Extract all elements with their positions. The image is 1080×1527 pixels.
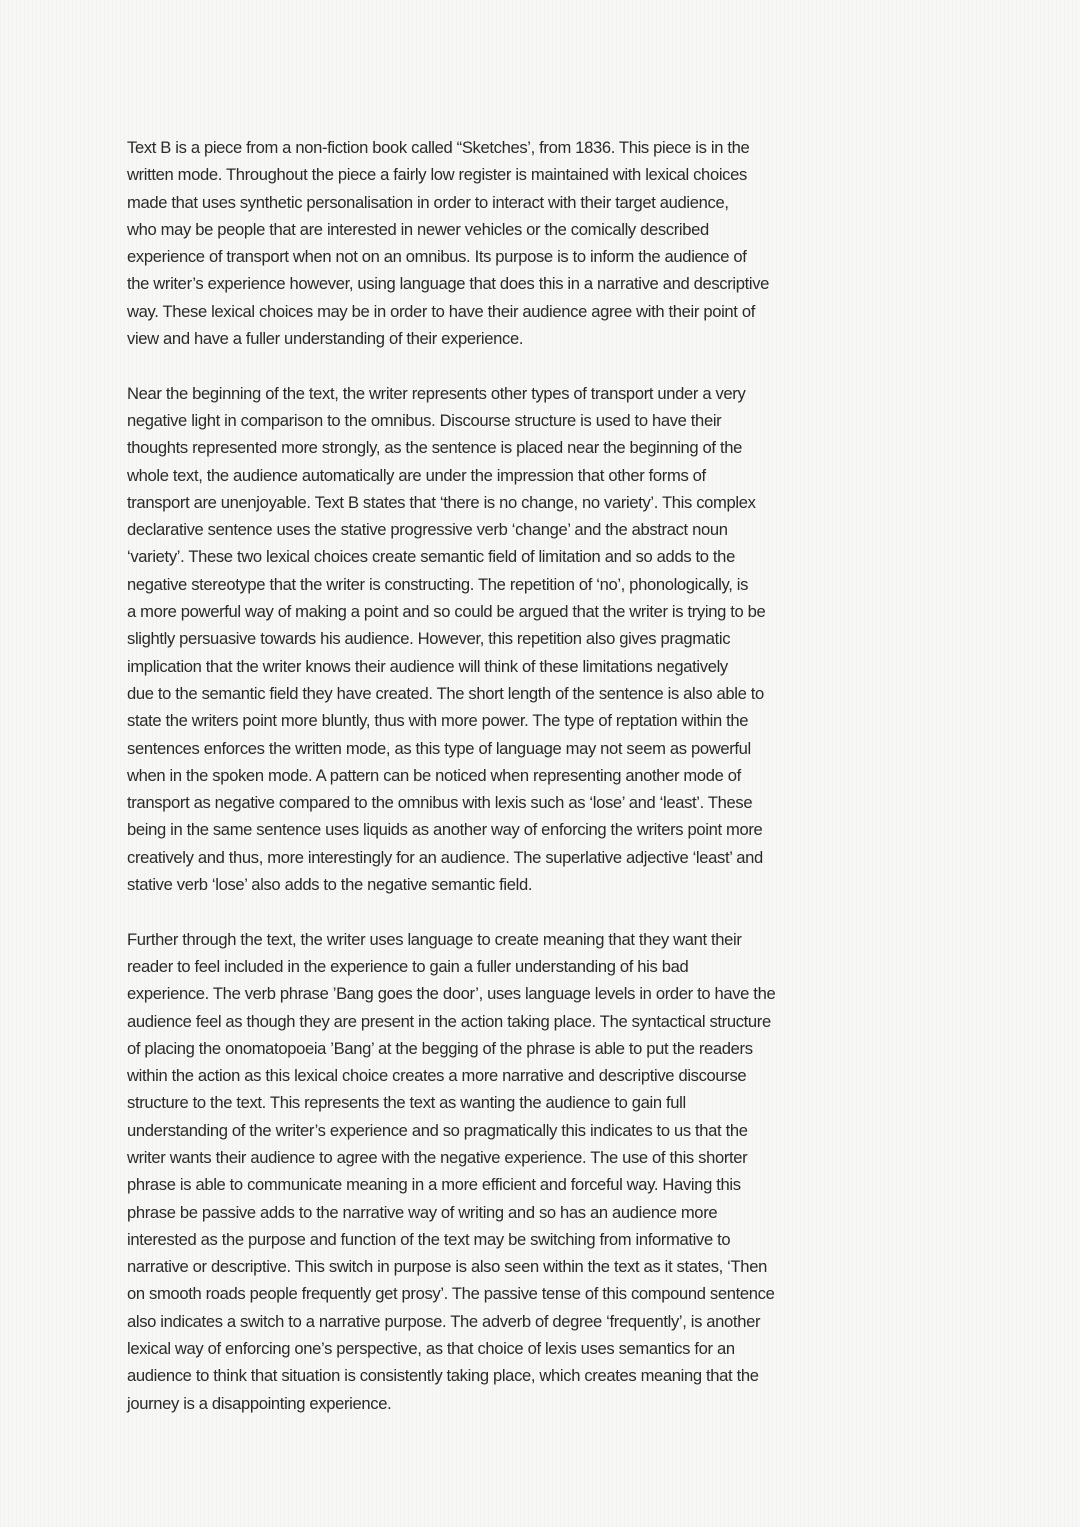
text-line: who may be people that are interested in newer vehicles or the comically described bbox=[127, 219, 709, 239]
text-line: whole text, the audience automatically are under the impression that other forms of bbox=[127, 465, 706, 485]
text-line: lexical way of enforcing one’s perspective, as that choice of lexis uses semantics for an bbox=[127, 1339, 735, 1359]
text-line: of placing the onomatopoeia ’Bang’ at the begging of the phrase is able to put the readers bbox=[127, 1038, 753, 1058]
text-line: written mode. Throughout the piece a fairly low register is maintained with lexical choices bbox=[127, 165, 747, 185]
text-line: a more powerful way of making a point and so could be argued that the writer is trying to be bbox=[127, 602, 766, 622]
text-line: stative verb ‘lose’ also adds to the negative semantic field. bbox=[127, 875, 533, 895]
text-line: reader to feel included in the experience to gain a fuller understanding of his bad bbox=[127, 956, 689, 976]
text-line: Further through the text, the writer uses language to create meaning that they want their bbox=[127, 929, 742, 949]
text-line: sentences enforces the written mode, as this type of language may not seem as powerful bbox=[127, 738, 751, 758]
text-line: state the writers point more bluntly, thus with more power. The type of reptation within the bbox=[127, 711, 749, 731]
text-line: implication that the writer knows their audience will think of these limitations negatively bbox=[127, 656, 728, 676]
text-line: thoughts represented more strongly, as the sentence is placed near the beginning of the bbox=[127, 438, 742, 458]
text-line: way. These lexical choices may be in order to have their audience agree with their point of bbox=[127, 301, 755, 321]
text-line: Text B is a piece from a non-fiction book called “Sketches’, from 1836. This piece is in the bbox=[127, 138, 750, 157]
text-line: understanding of the writer’s experience and so pragmatically this indicates to us that the bbox=[127, 1120, 748, 1140]
text-line: phrase be passive adds to the narrative way of writing and so has an audience more bbox=[127, 1202, 718, 1222]
text-line: when in the spoken mode. A pattern can be noticed when representing another mode of bbox=[127, 765, 741, 785]
text-line: writer wants their audience to agree with the negative experience. The use of this shorter bbox=[127, 1147, 748, 1167]
text-line: transport as negative compared to the omnibus with lexis such as ‘lose’ and ‘least’. These bbox=[127, 793, 753, 813]
text-line: journey is a disappointing experience. bbox=[127, 1393, 392, 1413]
paragraph-intro bbox=[127, 134, 957, 352]
text-line: negative stereotype that the writer is constructing. The repetition of ‘no’, phonologically, is bbox=[127, 574, 749, 594]
text-line: the writer’s experience however, using language that does this in a narrative and descriptive bbox=[127, 274, 770, 294]
text-line: experience of transport when not on an omnibus. Its purpose is to inform the audience of bbox=[127, 247, 747, 267]
text-line: phrase is able to communicate meaning in a more efficient and forceful way. Having this bbox=[127, 1175, 741, 1195]
text-line: interested as the purpose and function of the text may be switching from informative to bbox=[127, 1229, 731, 1249]
text-line: declarative sentence uses the stative progressive verb ‘change’ and the abstract noun bbox=[127, 520, 728, 540]
text-line: Near the beginning of the text, the writer represents other types of transport under a very bbox=[127, 383, 746, 403]
text-line: ‘variety’. These two lexical choices create semantic field of limitation and so adds to the bbox=[127, 547, 735, 567]
essay-body bbox=[127, 134, 957, 1444]
text-line: on smooth roads people frequently get prosy’. The passive tense of this compound sentence bbox=[127, 1284, 775, 1304]
text-line: audience to think that situation is consistently taking place, which creates meaning that the bbox=[127, 1366, 759, 1386]
text-line: audience feel as though they are present in the action taking place. The syntactical structure bbox=[127, 1011, 771, 1031]
text-line: narrative or descriptive. This switch in purpose is also seen within the text as it states, ‘Then bbox=[127, 1257, 767, 1277]
paragraph-bang-analysis bbox=[127, 926, 957, 1417]
text-line: slightly persuasive towards his audience. However, this repetition also gives pragmatic bbox=[127, 629, 731, 649]
text-line: creatively and thus, more interestingly for an audience. The superlative adjective ‘least’ and bbox=[127, 847, 763, 867]
text-line: due to the semantic field they have created. The short length of the sentence is also able to bbox=[127, 683, 764, 703]
text-line: transport are unenjoyable. Text B states that ‘there is no change, no variety’. This complex bbox=[127, 492, 756, 512]
text-line: structure to the text. This represents the text as wanting the audience to gain full bbox=[127, 1093, 686, 1113]
text-line: negative light in comparison to the omnibus. Discourse structure is used to have their bbox=[127, 410, 722, 430]
text-line: made that uses synthetic personalisation in order to interact with their target audience, bbox=[127, 192, 729, 212]
text-line: view and have a fuller understanding of their experience. bbox=[127, 329, 524, 349]
text-line: experience. The verb phrase ’Bang goes the door’, uses language levels in order to have the bbox=[127, 984, 776, 1004]
paragraph-transport-analysis bbox=[127, 380, 957, 899]
text-line: within the action as this lexical choice creates a more narrative and descriptive discourse bbox=[127, 1066, 747, 1086]
text-line: also indicates a switch to a narrative purpose. The adverb of degree ‘frequently’, is another bbox=[127, 1311, 761, 1331]
text-line: being in the same sentence uses liquids as another way of enforcing the writers point more bbox=[127, 820, 763, 840]
